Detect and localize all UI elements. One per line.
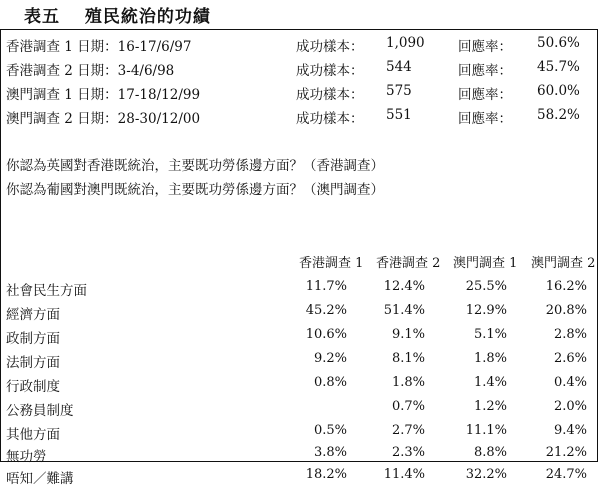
table-cell: 1.8% xyxy=(473,351,507,366)
column-header: 澳門調查 2 xyxy=(531,256,596,271)
table-cell: 12.4% xyxy=(383,279,425,294)
table-cell: 2.7% xyxy=(391,423,425,438)
column-header: 香港調查 1 xyxy=(299,256,364,271)
sample-value: 1,090 xyxy=(386,35,425,51)
table-cell: 2.6% xyxy=(553,351,587,366)
response-rate-label: 回應率： xyxy=(458,39,512,55)
table-cell: 0.4% xyxy=(553,375,587,390)
table-cell: 9.1% xyxy=(391,327,425,342)
table-cell: 32.2% xyxy=(465,467,507,482)
survey-table-box xyxy=(0,29,598,487)
sample-value: 551 xyxy=(386,107,412,123)
table-cell: 3.8% xyxy=(313,445,347,460)
table-cell: 2.8% xyxy=(553,327,587,342)
row-label: 法制方面 xyxy=(6,355,60,371)
row-label: 政制方面 xyxy=(6,331,60,347)
row-label: 無功勞 xyxy=(6,449,47,465)
table-cell: 2.3% xyxy=(391,445,425,460)
response-rate-label: 回應率： xyxy=(458,111,512,127)
row-label: 社會民生方面 xyxy=(6,283,87,299)
table-cell: 11.1% xyxy=(465,423,507,438)
row-label: 唔知／難講 xyxy=(6,471,74,487)
table-cell: 21.2% xyxy=(545,445,587,460)
table-cell: 1.4% xyxy=(473,375,507,390)
table-cell: 2.0% xyxy=(553,399,587,414)
sample-label: 成功樣本： xyxy=(296,111,364,127)
table-title: 表五 殖民統治的功績 xyxy=(24,7,211,27)
table-cell: 25.5% xyxy=(465,279,507,294)
response-rate-label: 回應率： xyxy=(458,87,512,103)
response-rate-label: 回應率： xyxy=(458,63,512,79)
sample-value: 575 xyxy=(386,83,412,99)
column-header: 澳門調查 1 xyxy=(453,256,518,271)
table-cell: 24.7% xyxy=(545,467,587,482)
sample-value: 544 xyxy=(386,59,412,75)
survey-date: 澳門調查 2 日期：28-30/12/00 xyxy=(6,111,201,127)
sample-label: 成功樣本： xyxy=(296,39,364,55)
survey-date: 香港調查 2 日期：3-4/6/98 xyxy=(6,63,175,79)
table-cell: 9.4% xyxy=(553,423,587,438)
table-cell: 1.8% xyxy=(391,375,425,390)
row-label: 行政制度 xyxy=(6,379,60,395)
table-cell: 0.7% xyxy=(391,399,425,414)
response-rate-value: 58.2% xyxy=(537,107,580,123)
question-hongkong: 你認為英國對香港既統治，主要既功勞係邊方面？（香港調查） xyxy=(6,158,384,174)
sample-label: 成功樣本： xyxy=(296,87,364,103)
table-cell: 8.8% xyxy=(473,445,507,460)
row-label: 經濟方面 xyxy=(6,307,60,323)
survey-date: 香港調查 1 日期：16-17/6/97 xyxy=(6,39,192,55)
table-cell: 16.2% xyxy=(545,279,587,294)
table-cell: 11.4% xyxy=(383,467,425,482)
question-macau: 你認為葡國對澳門既統治，主要既功勞係邊方面？（澳門調查） xyxy=(6,182,384,198)
table-cell: 9.2% xyxy=(313,351,347,366)
table-cell: 5.1% xyxy=(473,327,507,342)
response-rate-value: 60.0% xyxy=(537,83,580,99)
response-rate-value: 50.6% xyxy=(537,35,580,51)
table-cell: 45.2% xyxy=(305,303,347,318)
table-cell: 20.8% xyxy=(545,303,587,318)
table-cell: 51.4% xyxy=(383,303,425,318)
table-cell: 18.2% xyxy=(305,467,347,482)
table-cell: 1.2% xyxy=(473,399,507,414)
row-label: 其他方面 xyxy=(6,427,60,443)
table-cell: 10.6% xyxy=(305,327,347,342)
column-header: 香港調查 2 xyxy=(376,256,441,271)
table-cell: 11.7% xyxy=(305,279,347,294)
row-label: 公務員制度 xyxy=(6,403,74,419)
survey-date: 澳門調查 1 日期：17-18/12/99 xyxy=(6,87,201,103)
table-cell: 12.9% xyxy=(465,303,507,318)
table-cell: 0.5% xyxy=(313,423,347,438)
response-rate-value: 45.7% xyxy=(537,59,580,75)
table-cell: 8.1% xyxy=(391,351,425,366)
sample-label: 成功樣本： xyxy=(296,63,364,79)
table-cell: 0.8% xyxy=(313,375,347,390)
